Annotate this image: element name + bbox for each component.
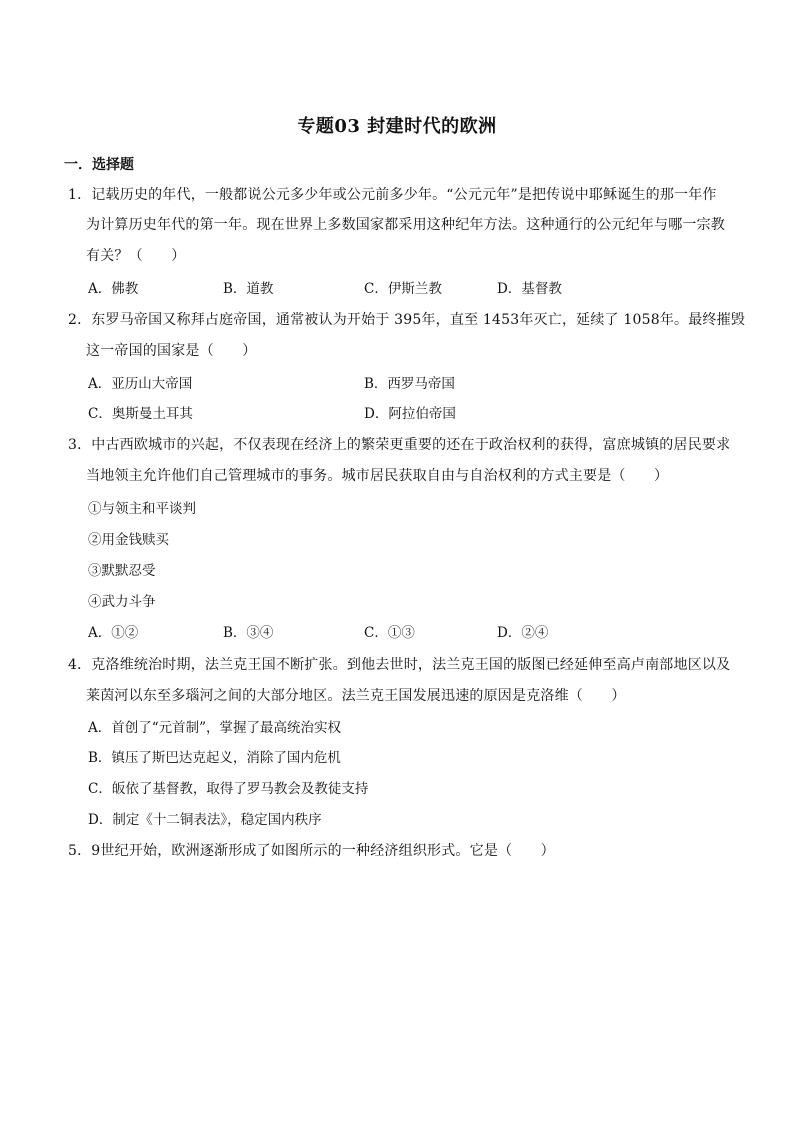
question-5-line-1: 5．9世纪开始，欧洲逐渐形成了如图所示的一种经济组织形式。它是（ ）	[68, 843, 555, 859]
question-2-line-1: 2．东罗马帝国又称拜占庭帝国，通常被认为开始于 395年，直至 1453年灭亡，延续了 1058年。最终摧毁	[68, 312, 746, 328]
question-2-option-d: D．阿拉伯帝国	[364, 406, 456, 422]
question-2-option-a: A．亚历山大帝国	[88, 376, 193, 392]
question-1-line-2: 为计算历史年代的第一年。现在世界上多数国家都采用这种纪年方法。这种通行的公元纪年与哪一宗教	[86, 217, 725, 233]
question-4-option-b: B．镇压了斯巴达克起义，消除了国内危机	[88, 750, 341, 766]
question-1-line-1: 1．记载历史的年代，一般都说公元多少年或公元前多少年。“公元元年”是把传说中耶稣诞生的那一年作	[68, 187, 717, 203]
question-1-option-d: D．基督教	[497, 281, 562, 297]
question-2-line-2: 这一帝国的国家是（ ）	[86, 343, 257, 359]
question-2-option-b: B．西罗马帝国	[364, 376, 455, 392]
question-3-option-b: B．③④	[223, 625, 274, 641]
question-3-item-4: ④武力斗争	[88, 594, 156, 610]
section-heading: 一．选择题	[64, 157, 134, 173]
question-3-item-2: ②用金钱赎买	[88, 532, 169, 548]
question-4-option-c: C．皈依了基督教，取得了罗马教会及教徒支持	[88, 781, 369, 797]
question-3-option-a: A．①②	[88, 625, 139, 641]
question-4-option-a: A．首创了“元首制”，掌握了最高统治实权	[88, 720, 342, 736]
question-3-option-d: D．②④	[497, 625, 549, 641]
question-1-option-a: A．佛教	[88, 281, 139, 297]
question-2-option-c: C．奥斯曼土耳其	[88, 406, 193, 422]
question-3-option-c: C．①③	[364, 625, 415, 641]
question-3-line-2: 当地领主允许他们自己管理城市的事务。城市居民获取自由与自治权利的方式主要是（ ）	[86, 468, 669, 484]
question-4-option-d: D．制定《十二铜表法》，稳定国内秩序	[88, 812, 322, 828]
question-4-line-2: 莱茵河以东至多瑙河之间的大部分地区。法兰克王国发展迅速的原因是克洛维（ ）	[86, 688, 626, 704]
question-3-item-3: ③默默忍受	[88, 563, 156, 579]
question-3-item-1: ①与领主和平谈判	[88, 501, 196, 517]
question-3-line-1: 3．中古西欧城市的兴起，不仅表现在经济上的繁荣更重要的还在于政治权利的获得，富庶城镇的居民要求	[68, 437, 731, 453]
question-4-line-1: 4．克洛维统治时期，法兰克王国不断扩张。到他去世时，法兰克王国的版图已经延伸至高卢南部地区以及	[68, 657, 731, 673]
page-title: 专题03 封建时代的欧洲	[297, 116, 497, 137]
question-1-option-b: B．道教	[223, 281, 274, 297]
question-1-option-c: C．伊斯兰教	[364, 281, 442, 297]
question-1-line-3: 有关？（ ）	[86, 248, 186, 264]
